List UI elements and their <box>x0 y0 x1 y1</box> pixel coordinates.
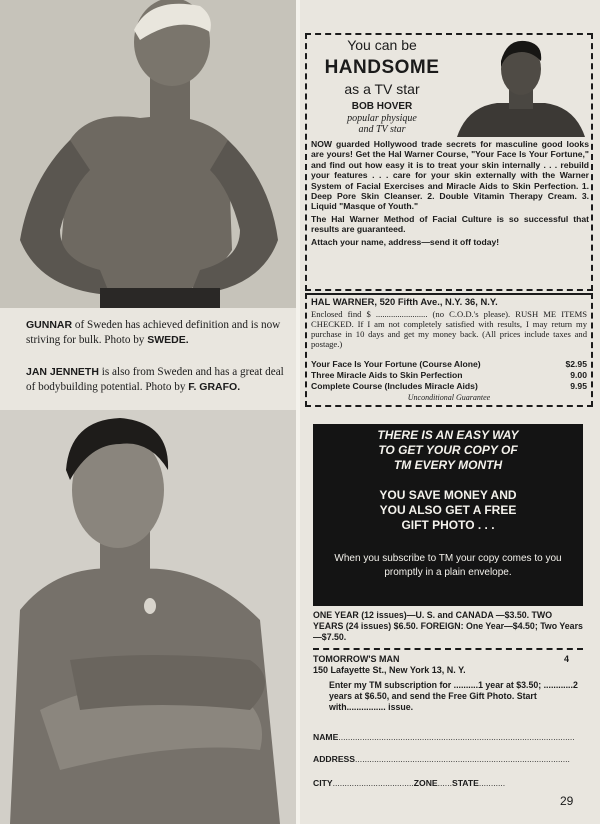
ad-line2: as a TV star <box>344 81 420 97</box>
zone-label: ZONE <box>413 778 438 788</box>
ad-body-2: The Hal Warner Method of Facial Culture is so successful that results are guaranteed. <box>311 213 589 235</box>
caption-gunnar-photographer: SWEDE. <box>147 334 189 346</box>
photo-gunnar <box>0 0 296 308</box>
promo-save-2: YOU ALSO GET A FREE <box>379 503 517 517</box>
caption-jan-photographer: F. GRAFO. <box>188 381 241 393</box>
promo-save-1: YOU SAVE MONEY AND <box>379 488 517 502</box>
coupon2-number: 4 <box>563 654 569 664</box>
coupon1-footer: Unconditional Guarantee <box>407 393 491 402</box>
coupon1-item-label: Complete Course (Includes Miracle Aids) <box>311 381 478 391</box>
address-dots: .......................................................................................... <box>355 754 570 764</box>
coupon1-item-price: $2.95 <box>565 359 587 369</box>
ad-body-3: Attach your name, address—send it off today! <box>311 236 500 247</box>
ad-body-1: NOW guarded Hollywood trade secrets for masculine good looks are yours! Get the Hal Warner Course, "Your Face Is Your Fortune," and find out how easy it is to treat your skin internally . . . rebuild your features . . . care for your skin externally with the Warner System of Facial Exercises and Miracle Aids to Skin Perfection. 1. Deep Pore Skin Cleanser. 2. Double Vitamin Therapy Cream. 3. Liquid "Masque of Youth." <box>311 139 589 212</box>
address-label: ADDRESS <box>313 754 356 764</box>
state-label: STATE <box>451 778 479 788</box>
address-field[interactable] <box>313 754 570 764</box>
subscription-promo-box <box>313 424 583 606</box>
coupon2-body: Enter my TM subscription for ..........1 year at $3.50; ............2 years at $6.50, and send the Free Gift Photo. Start with................ issue. <box>329 680 578 712</box>
coupon2-address: 150 Lafayette St., New York 13, N. Y. <box>313 665 466 675</box>
handsome-ad <box>305 33 593 291</box>
coupon1-item[interactable] <box>311 370 587 380</box>
photo-bob-hover <box>457 37 585 137</box>
name-field[interactable] <box>313 732 575 742</box>
city-dots: .................................. <box>332 778 414 788</box>
promo-headline-2: TO GET YOUR COPY OF <box>378 443 518 457</box>
caption-gunnar-text: of Sweden has achieved definition and is now striving for bulk. Photo by <box>26 319 281 346</box>
coupon1-item-price: 9.95 <box>570 381 587 391</box>
ad-model-desc <box>307 113 457 135</box>
name-label: NAME <box>313 732 339 742</box>
city-zone-state-field[interactable] <box>313 778 553 788</box>
name-dots: ................................................................................................... <box>338 732 575 742</box>
ad-model-desc-1: popular physique <box>347 113 417 124</box>
hal-warner-coupon <box>305 293 593 407</box>
ad-model-desc-2: and TV star <box>358 124 406 135</box>
coupon1-text: Enclosed find $ ........................ (no C.O.D.'s please). RUSH ME ITEMS CHECKED. If I am not completely satisfied with results, I may return my purchase in 10 days and get my money back. (All prices include taxes and postage.) <box>311 309 587 349</box>
promo-headline-3: TM EVERY MONTH <box>393 458 503 472</box>
coupon1-item-label: Three Miracle Aids to Skin Perfection <box>311 370 463 380</box>
promo-headline-1: THERE IS AN EASY WAY <box>377 428 519 442</box>
coupon1-item-label: Your Face Is Your Fortune (Course Alone) <box>311 359 481 369</box>
coupon1-header: HAL WARNER, 520 Fifth Ave., N.Y. 36, N.Y. <box>311 296 498 307</box>
city-label: CITY <box>313 778 333 788</box>
caption-jan-text: is also from Sweden and has a great deal of bodybuilding potential. Photo by <box>26 366 284 393</box>
caption-jan <box>26 365 288 395</box>
promo-headline <box>313 428 583 473</box>
coupon1-item[interactable] <box>311 381 587 391</box>
state-dots: ........... <box>478 778 506 788</box>
subscription-prices: ONE YEAR (12 issues)—U. S. and CANADA —$3.50. TWO YEARS (24 issues) $6.50. FOREIGN: One Year—$4.50; Two Years—$7.50. <box>313 610 583 642</box>
page-number: 29 <box>560 794 574 808</box>
ad-headline: HANDSOME <box>324 57 440 78</box>
caption-jan-name: JAN JENNETH <box>26 366 99 378</box>
ad-model-name: BOB HOVER <box>351 101 413 112</box>
column-divider <box>296 0 300 824</box>
coupon2-header: TOMORROW'S MAN <box>313 654 400 664</box>
ad-line1: You can be <box>347 37 417 53</box>
caption-gunnar-name: GUNNAR <box>26 319 73 331</box>
promo-save-3: GIFT PHOTO . . . <box>401 518 495 532</box>
promo-small-text: When you subscribe to TM your copy comes to you promptly in a plain envelope. <box>334 553 562 578</box>
subscription-coupon <box>313 648 583 800</box>
zone-dots: ...... <box>437 778 452 788</box>
photo-jan <box>0 410 296 824</box>
caption-gunnar <box>26 318 288 348</box>
promo-save <box>313 488 583 533</box>
coupon1-item[interactable] <box>311 359 587 369</box>
coupon1-item-price: 9.00 <box>570 370 587 380</box>
ad-body <box>311 139 589 249</box>
